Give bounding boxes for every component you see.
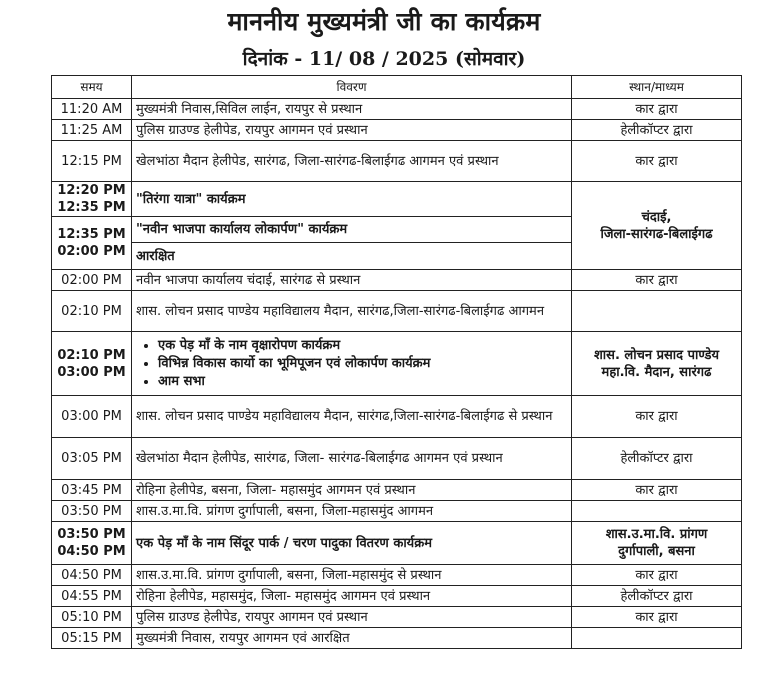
detail-cell: खेलभांठा मैदान हेलीपेड, सारंगढ, जिला- सारंगढ-बिलाईगढ आगमन एवं प्रस्थान xyxy=(132,438,572,480)
place-cell xyxy=(572,628,742,649)
start-time: 12:20 PM xyxy=(57,183,126,198)
time-cell: 05:15 PM xyxy=(52,628,132,649)
column-header-place: स्थान/माध्यम xyxy=(572,76,742,99)
detail-cell: शास. लोचन प्रसाद पाण्डेय महाविद्यालय मैदान, सारंगढ,जिला-सारंगढ-बिलाईगढ से प्रस्थान xyxy=(132,396,572,438)
time-cell: 02:00 PM xyxy=(52,270,132,291)
place-cell: कार द्वारा xyxy=(572,396,742,438)
detail-cell: आरक्षित xyxy=(132,243,572,270)
end-time: 04:50 PM xyxy=(57,544,126,559)
place-cell: हेलीकॉप्टर द्वारा xyxy=(572,120,742,141)
place-cell: कार द्वारा xyxy=(572,565,742,586)
detail-cell: "तिरंगा यात्रा" कार्यक्रम xyxy=(132,182,572,217)
detail-cell xyxy=(132,332,572,396)
place-cell xyxy=(572,522,742,565)
detail-cell: पुलिस ग्राउण्ड हेलीपेड, रायपुर आगमन एवं प्रस्थान xyxy=(132,120,572,141)
start-time: 02:10 PM xyxy=(57,347,126,363)
place-line: जिला-सारंगढ-बिलाईगढ xyxy=(600,226,713,242)
time-cell: 03:05 PM xyxy=(52,438,132,480)
table-row xyxy=(52,438,742,480)
schedule-table xyxy=(51,75,742,649)
place-cell: कार द्वारा xyxy=(572,480,742,501)
detail-cell: "नवीन भाजपा कार्यालय लोकार्पण" कार्यक्रम xyxy=(132,217,572,243)
table-row xyxy=(52,99,742,120)
place-cell-chandai xyxy=(572,182,742,270)
table-row xyxy=(52,480,742,501)
list-item: • विभिन्न विकास कार्यो का भूमिपूजन एवं लोकार्पण कार्यक्रम xyxy=(158,355,567,373)
start-time: 03:50 PM xyxy=(57,527,126,542)
table-row xyxy=(52,270,742,291)
table-row xyxy=(52,120,742,141)
table-row xyxy=(52,332,742,396)
table-row xyxy=(52,182,742,217)
detail-cell: शास.उ.मा.वि. प्रांगण दुर्गापाली, बसना, जिला-महासमुंद आगमन xyxy=(132,501,572,522)
detail-cell: मुख्यमंत्री निवास, रायपुर आगमन एवं आरक्षित xyxy=(132,628,572,649)
detail-cell: शास. लोचन प्रसाद पाण्डेय महाविद्यालय मैदान, सारंगढ,जिला-सारंगढ-बिलाईगढ आगमन xyxy=(132,291,572,332)
list-item: • आम सभा xyxy=(158,373,567,391)
time-cell: 02:10 PM xyxy=(52,291,132,332)
date-line: दिनांक - 11/ 08 / 2025 (सोमवार) xyxy=(242,48,526,70)
table-row xyxy=(52,141,742,182)
place-cell: कार द्वारा xyxy=(572,99,742,120)
time-cell: 04:50 PM xyxy=(52,565,132,586)
detail-cell: रोहिना हेलीपेड, महासमुंद, जिला- महासमुंद आगमन एवं प्रस्थान xyxy=(132,586,572,607)
column-header-details: विवरण xyxy=(132,76,572,99)
time-cell: 11:20 AM xyxy=(52,99,132,120)
time-cell: 03:50 PM xyxy=(52,501,132,522)
table-row xyxy=(52,291,742,332)
place-cell xyxy=(572,501,742,522)
time-cell: 03:00 PM xyxy=(52,396,132,438)
end-time: 12:35 PM xyxy=(57,200,126,215)
table-row xyxy=(52,628,742,649)
place-line: महा.वि. मैदान, सारंगढ xyxy=(601,364,712,380)
time-range-cell xyxy=(52,332,132,396)
detail-cell: एक पेड़ माँ के नाम सिंदूर पार्क / चरण पादुका वितरण कार्यक्रम xyxy=(132,522,572,565)
place-line: शास.उ.मा.वि. प्रांगण xyxy=(605,527,708,542)
time-range-cell xyxy=(52,182,132,217)
table-row xyxy=(52,586,742,607)
detail-cell: नवीन भाजपा कार्यालय चंदाई, सारंगढ से प्रस्थान xyxy=(132,270,572,291)
time-cell: 05:10 PM xyxy=(52,607,132,628)
end-time: 02:00 PM xyxy=(57,244,126,259)
page-title: माननीय मुख्यमंत्री जी का कार्यक्रम xyxy=(227,7,541,36)
time-cell: 11:25 AM xyxy=(52,120,132,141)
table-row xyxy=(52,501,742,522)
place-cell: हेलीकॉप्टर द्वारा xyxy=(572,586,742,607)
place-cell: कार द्वारा xyxy=(572,141,742,182)
place-cell xyxy=(572,332,742,396)
detail-cell: मुख्यमंत्री निवास,सिविल लाईन, रायपुर से प्रस्थान xyxy=(132,99,572,120)
table-row xyxy=(52,522,742,565)
place-line: चंदाई, xyxy=(641,209,672,225)
list-item: • एक पेड़ माँ के नाम वृक्षारोपण कार्यक्रम xyxy=(158,337,567,355)
place-cell: कार द्वारा xyxy=(572,270,742,291)
place-cell: कार द्वारा xyxy=(572,607,742,628)
program-list xyxy=(136,337,567,391)
place-line: दुर्गापाली, बसना xyxy=(618,544,695,559)
time-range-cell xyxy=(52,217,132,270)
start-time: 12:35 PM xyxy=(57,227,126,242)
table-row xyxy=(52,607,742,628)
detail-cell: पुलिस ग्राउण्ड हेलीपेड, रायपुर आगमन एवं प्रस्थान xyxy=(132,607,572,628)
detail-cell: रोहिना हेलीपेड, बसना, जिला- महासमुंद आगमन एवं प्रस्थान xyxy=(132,480,572,501)
column-header-time: समय xyxy=(52,76,132,99)
end-time: 03:00 PM xyxy=(57,364,126,380)
detail-cell: शास.उ.मा.वि. प्रांगण दुर्गापाली, बसना, जिला-महासमुंद से प्रस्थान xyxy=(132,565,572,586)
time-cell: 03:45 PM xyxy=(52,480,132,501)
table-header-row xyxy=(52,76,742,99)
time-cell: 04:55 PM xyxy=(52,586,132,607)
table-row xyxy=(52,396,742,438)
place-cell xyxy=(572,291,742,332)
detail-cell: खेलभांठा मैदान हेलीपेड, सारंगढ, जिला-सारंगढ-बिलाईगढ आगमन एवं प्रस्थान xyxy=(132,141,572,182)
place-cell: हेलीकॉप्टर द्वारा xyxy=(572,438,742,480)
table-row xyxy=(52,565,742,586)
place-line: शास. लोचन प्रसाद पाण्डेय xyxy=(593,347,720,363)
time-range-cell xyxy=(52,522,132,565)
time-cell: 12:15 PM xyxy=(52,141,132,182)
